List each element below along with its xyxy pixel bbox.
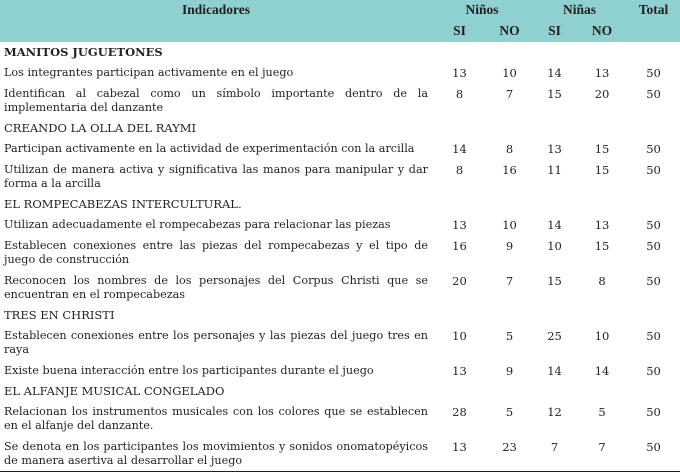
ninas-no-value: 8 — [598, 274, 606, 288]
indicator-text: Participan activamente en la actividad de experimentación con la arcilla — [4, 142, 415, 155]
ninas-si-value: 10 — [547, 239, 562, 253]
ninas-si-value: 13 — [547, 142, 562, 156]
ninas-no-value: 15 — [594, 142, 610, 156]
header-ninos: Niños — [432, 0, 532, 20]
table-row — [0, 138, 680, 159]
total-value: 50 — [646, 66, 661, 80]
ninos-no-value: 5 — [505, 405, 514, 419]
indicator-text: Utilizan adecuadamente el rompecabezas para relacionar las piezas — [4, 218, 391, 231]
ninos-si-value: 28 — [452, 405, 467, 419]
indicator-text: Se denota en los participantes los movimientos y sonidos onomatopéyicos de manera asertiva al desarrollar el juego — [0, 436, 432, 472]
total-value: 50 — [646, 405, 661, 419]
ninos-no-value: 9 — [505, 239, 514, 253]
header-ninos-no: NO — [487, 20, 532, 42]
header-ninas-si: SI — [532, 20, 577, 42]
ninas-no-value: 13 — [594, 218, 610, 232]
ninos-si-value: 14 — [452, 142, 467, 156]
ninos-si-value: 10 — [452, 329, 467, 343]
section-title: EL ROMPECABEZAS INTERCULTURAL. — [4, 197, 242, 211]
ninas-no-value: 13 — [594, 66, 610, 80]
ninas-si-value: 14 — [547, 364, 562, 378]
ninos-si-value: 8 — [455, 163, 464, 177]
indicator-text: Utilizan de manera activa y significativa las manos para manipular y dar forma a la arcilla — [4, 163, 428, 190]
ninos-si-value: 16 — [452, 239, 467, 253]
ninos-no-value: 10 — [502, 66, 517, 80]
ninas-no-value: 7 — [577, 436, 627, 472]
ninas-si-value: 12 — [547, 405, 562, 419]
section-title: CREANDO LA OLLA DEL RAYMI — [4, 121, 197, 135]
total-value: 50 — [627, 436, 680, 472]
ninas-no-value: 15 — [594, 163, 610, 177]
ninas-si-value: 7 — [532, 436, 577, 472]
section-row — [0, 305, 680, 325]
section-row — [0, 194, 680, 214]
total-value: 50 — [646, 239, 661, 253]
table-row — [0, 83, 680, 118]
table-row — [0, 62, 680, 83]
section-title: MANITOS JUGUETONES — [4, 45, 163, 59]
ninos-no-value: 7 — [505, 274, 514, 288]
ninos-si-value: 13 — [452, 66, 467, 80]
ninos-no-value: 7 — [505, 87, 514, 101]
section-row — [0, 381, 680, 401]
ninas-no-value: 10 — [594, 329, 610, 343]
ninas-si-value: 11 — [547, 163, 562, 177]
ninas-si-value: 14 — [547, 66, 562, 80]
header-ninos-si: SI — [432, 20, 487, 42]
table-row — [0, 325, 680, 360]
indicator-text: Establecen conexiones entre las piezas del rompecabezas y el tipo de juego de construcción — [4, 239, 428, 266]
table-header — [0, 0, 680, 42]
ninos-si-value: 13 — [432, 436, 487, 472]
header-blank-total — [627, 20, 680, 42]
indicator-text: Relacionan los instrumentos musicales con los colores que se establecen en el alfanje del danzante. — [4, 405, 428, 432]
section-row — [0, 118, 680, 138]
total-value: 50 — [646, 218, 661, 232]
ninas-si-value: 14 — [547, 218, 562, 232]
table-body — [0, 42, 680, 472]
header-indicadores: Indicadores — [0, 0, 432, 20]
table-row — [0, 436, 680, 472]
ninas-no-value: 5 — [598, 405, 606, 419]
total-value: 50 — [646, 274, 661, 288]
table-row — [0, 214, 680, 235]
header-ninas: Niñas — [532, 0, 627, 20]
indicator-text: Reconocen los nombres de los personajes del Corpus Christi que se encuentran en el rompecabezas — [4, 274, 428, 301]
ninos-si-value: 8 — [455, 87, 464, 101]
ninas-no-value: 20 — [594, 87, 610, 101]
header-ninas-no: NO — [577, 20, 627, 42]
section-title: EL ALFANJE MUSICAL CONGELADO — [4, 384, 225, 398]
ninos-si-value: 20 — [452, 274, 467, 288]
table-row — [0, 401, 680, 436]
ninas-no-value: 15 — [594, 239, 610, 253]
total-value: 50 — [646, 142, 661, 156]
ninas-si-value: 15 — [547, 274, 562, 288]
table-row — [0, 159, 680, 194]
ninas-si-value: 25 — [547, 329, 562, 343]
indicator-text: Identifican al cabezal como un símbolo importante dentro de la implementaria del danzante — [4, 87, 428, 114]
ninas-no-value: 14 — [594, 364, 610, 378]
indicator-text: Existe buena interacción entre los participantes durante el juego — [4, 364, 374, 377]
ninas-si-value: 15 — [547, 87, 562, 101]
ninos-no-value: 10 — [502, 218, 517, 232]
ninos-no-value: 8 — [505, 142, 514, 156]
indicator-text: Establecen conexiones entre los personajes y las piezas del juego tres en raya — [4, 329, 428, 356]
table-row — [0, 235, 680, 270]
section-title: TRES EN CHRISTI — [4, 308, 115, 322]
section-row — [0, 42, 680, 62]
ninos-no-value: 16 — [502, 163, 517, 177]
total-value: 50 — [646, 163, 661, 177]
header-total: Total — [627, 0, 680, 20]
table-row — [0, 360, 680, 381]
ninos-si-value: 13 — [452, 218, 467, 232]
header-blank — [0, 20, 432, 42]
total-value: 50 — [646, 364, 661, 378]
total-value: 50 — [646, 87, 661, 101]
table-row — [0, 270, 680, 305]
indicator-text: Los integrantes participan activamente en el juego — [4, 66, 294, 79]
total-value: 50 — [646, 329, 661, 343]
ninos-si-value: 13 — [452, 364, 467, 378]
ninos-no-value: 5 — [505, 329, 514, 343]
ninos-no-value: 9 — [505, 364, 514, 378]
ninos-no-value: 23 — [487, 436, 532, 472]
